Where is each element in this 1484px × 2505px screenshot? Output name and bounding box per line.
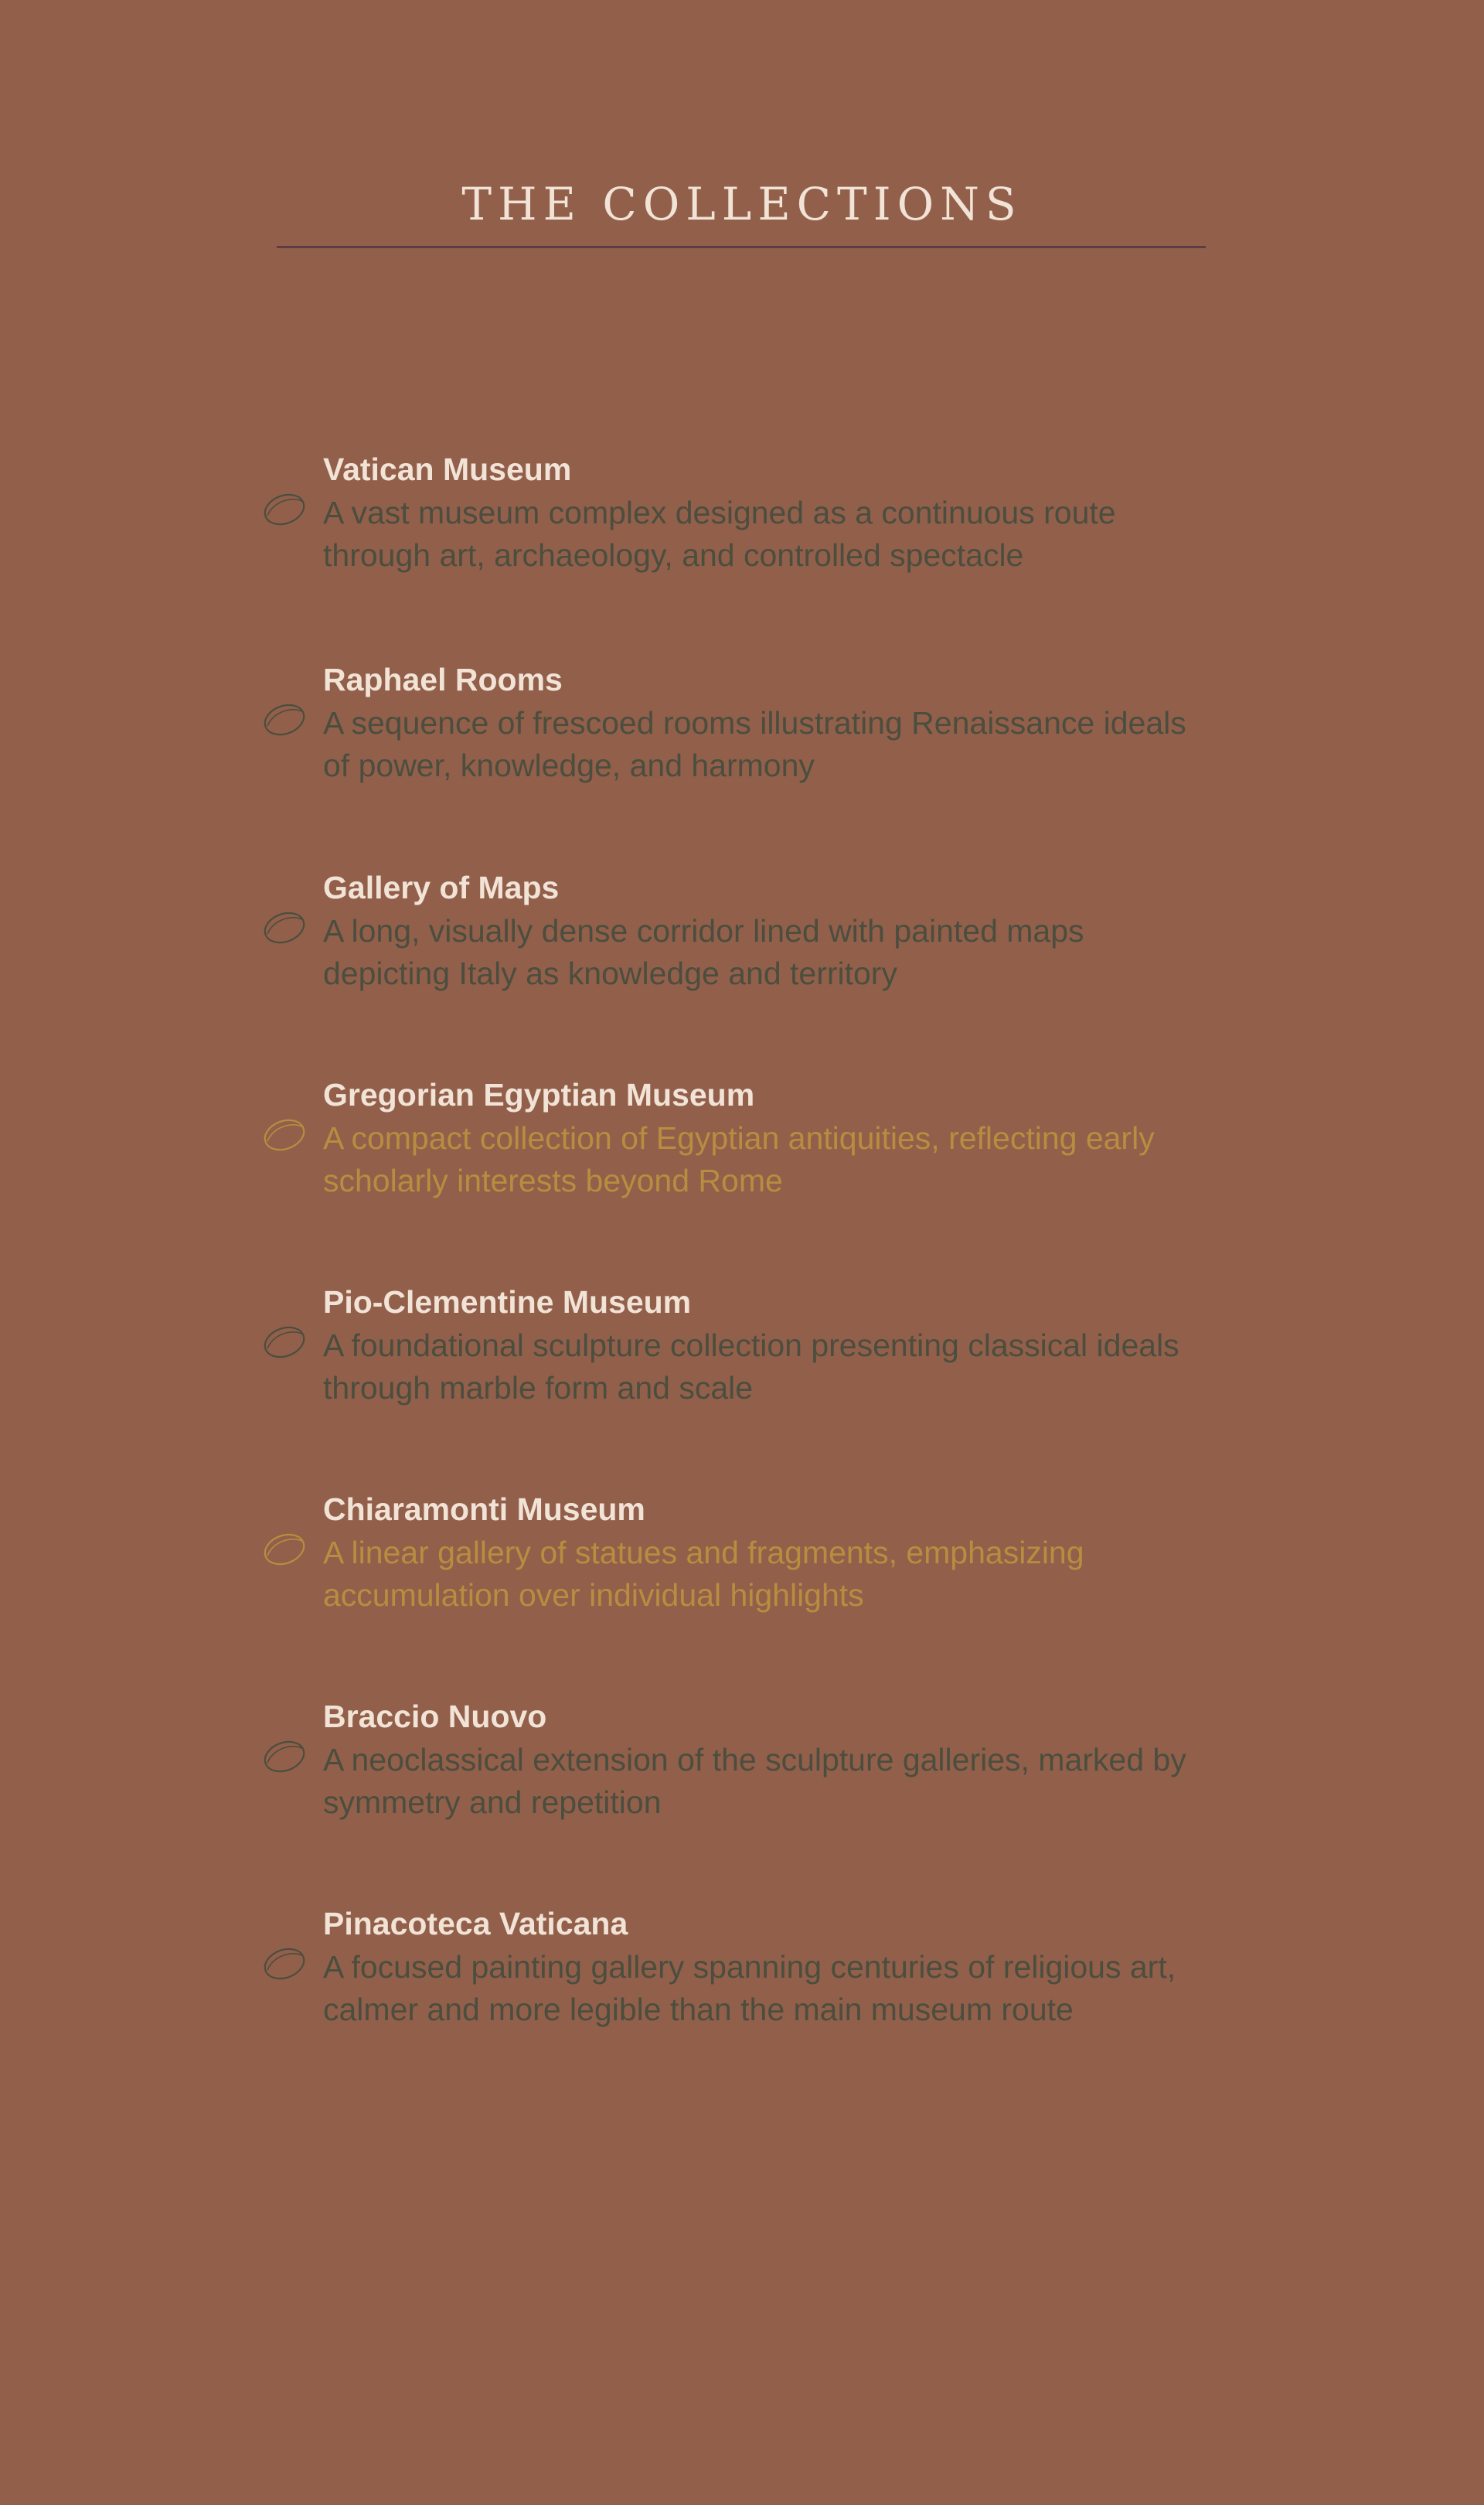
collection-name: Gregorian Egyptian Museum (323, 1077, 755, 1113)
collection-description: A foundational sculpture collection presenting classical ideals through marble form and scale (323, 1327, 1179, 1406)
collection-item-pinacoteca-vaticana[interactable] (257, 1901, 1246, 2031)
collection-item-vatican-museum[interactable] (257, 447, 1246, 577)
ring-bullet-icon (261, 908, 308, 947)
ring-bullet-icon (261, 1737, 308, 1776)
collection-item-pio-clementine-museum[interactable] (257, 1280, 1246, 1409)
collection-name: Vatican Museum (323, 452, 572, 487)
ring-bullet-icon (261, 1323, 308, 1362)
ring-bullet-icon (261, 490, 308, 529)
collection-list (257, 447, 1246, 2031)
collection-name: Braccio Nuovo (323, 1699, 547, 1734)
collection-name: Raphael Rooms (323, 662, 563, 697)
collection-item-gallery-of-maps[interactable] (257, 865, 1246, 995)
collection-item-raphael-rooms[interactable] (257, 657, 1246, 787)
collection-name: Gallery of Maps (323, 870, 560, 905)
collection-item-gregorian-egyptian-museum[interactable] (257, 1072, 1246, 1202)
title-divider (277, 246, 1206, 248)
collection-name: Pinacoteca Vaticana (323, 1906, 628, 1941)
collection-description: A linear gallery of statues and fragments, emphasizing accumulation over individual highlights (323, 1535, 1084, 1613)
ring-bullet-icon (261, 1116, 308, 1154)
collection-item-chiaramonti-museum[interactable] (257, 1487, 1246, 1617)
ring-bullet-icon (261, 1944, 308, 1983)
collection-name: Pio-Clementine Museum (323, 1284, 692, 1320)
page-title: THE COLLECTIONS (461, 177, 1023, 230)
collection-name: Chiaramonti Museum (323, 1491, 645, 1527)
ring-bullet-icon (261, 1530, 308, 1569)
ring-bullet-icon (261, 700, 308, 739)
collection-description: A vast museum complex designed as a continuous route through art, archaeology, and controlled spectacle (323, 495, 1116, 573)
collection-description: A focused painting gallery spanning centuries of religious art, calmer and more legible than the main museum route (323, 1949, 1176, 2027)
collection-description: A sequence of frescoed rooms illustrating Renaissance ideals of power, knowledge, and harmony (323, 705, 1186, 783)
collection-description: A neoclassical extension of the sculpture galleries, marked by symmetry and repetition (323, 1742, 1186, 1820)
collection-description: A compact collection of Egyptian antiquities, reflecting early scholarly interests beyond Rome (323, 1120, 1155, 1198)
collection-description: A long, visually dense corridor lined with painted maps depicting Italy as knowledge and territory (323, 913, 1084, 991)
collection-item-braccio-nuovo[interactable] (257, 1694, 1246, 1824)
